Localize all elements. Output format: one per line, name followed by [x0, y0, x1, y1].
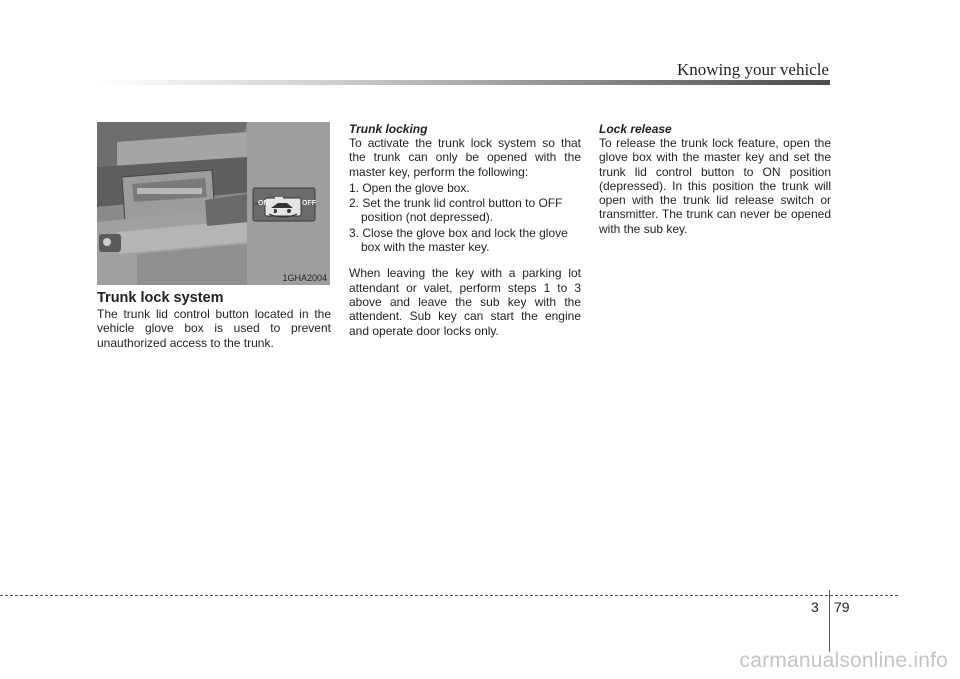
step-item: 1. Open the glove box.	[349, 180, 470, 195]
figure-code: 1GHA2004	[282, 273, 327, 283]
section-title: Trunk lock system	[97, 290, 224, 306]
page-header-title: Knowing your vehicle	[676, 60, 829, 79]
switch-on-label: ON	[258, 200, 269, 207]
column-2	[349, 122, 581, 338]
column-3	[599, 122, 831, 236]
trunk-locking-title: Trunk locking	[349, 122, 428, 136]
footer-rule	[0, 595, 898, 596]
footer-divider	[829, 590, 830, 652]
step-item: 3. Close the glove box and lock the glove box with the master key.	[349, 225, 568, 255]
lock-release-title: Lock release	[599, 122, 672, 136]
section-intro: The trunk lid control button located in the vehicle glove box is used to prevent unauthorized access to the trunk.	[97, 307, 331, 350]
step-item: 2. Set the trunk lid control button to OFF position (not depressed).	[349, 196, 563, 225]
trunk-locking-intro: To activate the trunk lock system so that the trunk can only be opened with the master key, perform the following:	[349, 136, 581, 179]
column-1	[97, 290, 331, 350]
page-number: 79	[834, 599, 850, 615]
glove-box-figure	[97, 122, 330, 285]
lock-release-body: To release the trunk lock feature, open the glove box with the master key and set the trunk lid control button to ON position (depressed). In this position the trunk will open with the trunk lid release switch or transmitter. The trunk can never be opened with the sub key.	[599, 136, 831, 236]
trunk-locking-note: When leaving the key with a parking lot attendant or valet, perform steps 1 to 3 above and leave the sub key with the attendent. Sub key can start the engine and operate door locks only.	[349, 266, 581, 338]
glove-box-illustration	[97, 122, 330, 285]
switch-off-label: OFF	[302, 200, 316, 207]
trunk-locking-steps	[349, 181, 581, 254]
chapter-number: 3	[811, 599, 819, 615]
watermark: carmanualsonline.info	[739, 649, 948, 672]
header-rule	[97, 80, 830, 85]
